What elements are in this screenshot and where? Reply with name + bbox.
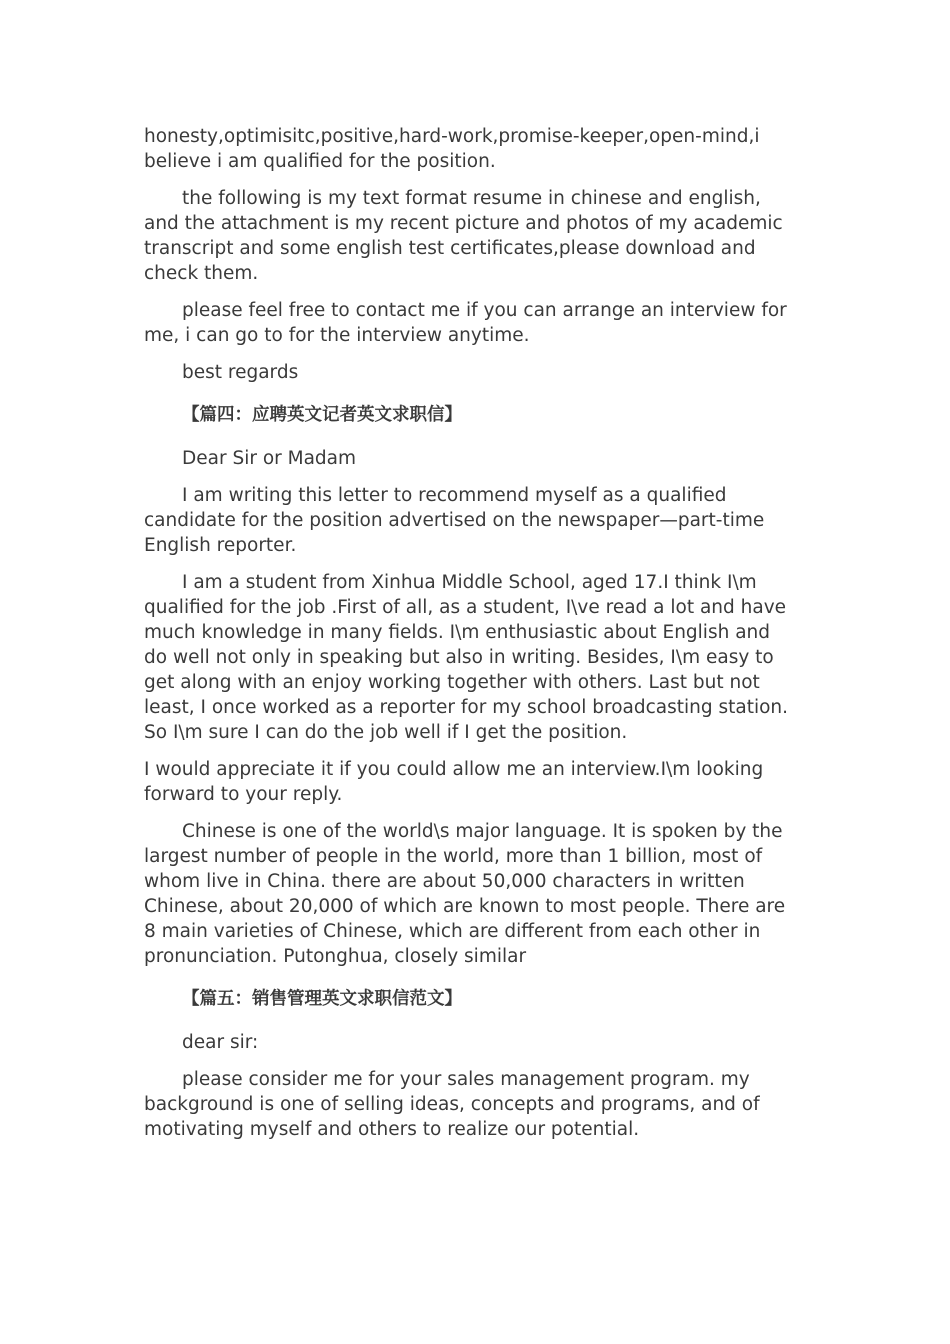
paragraph-recommend: I am writing this letter to recommend myself as a qualified candidate for the position advertised on the newspaper—part-time English reporter. — [144, 485, 765, 556]
paragraph-dear-sir: dear sir: — [182, 1032, 259, 1053]
paragraph-contact: please feel free to contact me if you can arrange an interview for me, i can go to for the interview anytime. — [144, 300, 787, 346]
document-page — [144, 124, 794, 1154]
paragraph-sales-management: please consider me for your sales management program. my background is one of selling ideas, concepts and programs, and of motivating myself and others to realize our potential. — [144, 1069, 760, 1140]
section-heading-5: 【篇五：销售管理英文求职信范文】 — [182, 989, 462, 1009]
paragraph-chinese-language: Chinese is one of the world\s major language. It is spoken by the largest number of people in the world, more than 1 billion, most of whom live in China. there are about 50,000 characters in written Chinese, about 20,000 of which are known to most people. There are 8 main varieties of Chinese, which are different from each other in pronunciation. Putonghua, closely similar — [144, 821, 786, 967]
paragraph-salutation: Dear Sir or Madam — [182, 448, 357, 469]
paragraph-qualities: honesty,optimisitc,positive,hard-work,promise-keeper,open-mind,i believe i am qualified for the position. — [144, 126, 760, 172]
paragraph-student-intro: I am a student from Xinhua Middle School, aged 17.I think I\m qualified for the job .First of all, as a student, I\ve read a lot and have much knowledge in many fields. I\m enthusiastic about English and do well not only in speaking but also in writing. Besides, I\m easy to get along with an enjoy working together with others. Last but not least, I once worked as a reporter for my school broadcasting station. So I\m sure I can do the job well if I get the position. — [144, 572, 789, 743]
paragraph-resume-attachment: the following is my text format resume in chinese and english, and the attachment is my recent picture and photos of my academic transcript and some english test certificates,please download and check them. — [144, 188, 783, 284]
paragraph-interview-request: I would appreciate it if you could allow me an interview.I\m looking forward to your reply. — [144, 759, 764, 805]
section-heading-4: 【篇四：应聘英文记者英文求职信】 — [182, 405, 462, 425]
paragraph-closing: best regards — [182, 362, 299, 383]
